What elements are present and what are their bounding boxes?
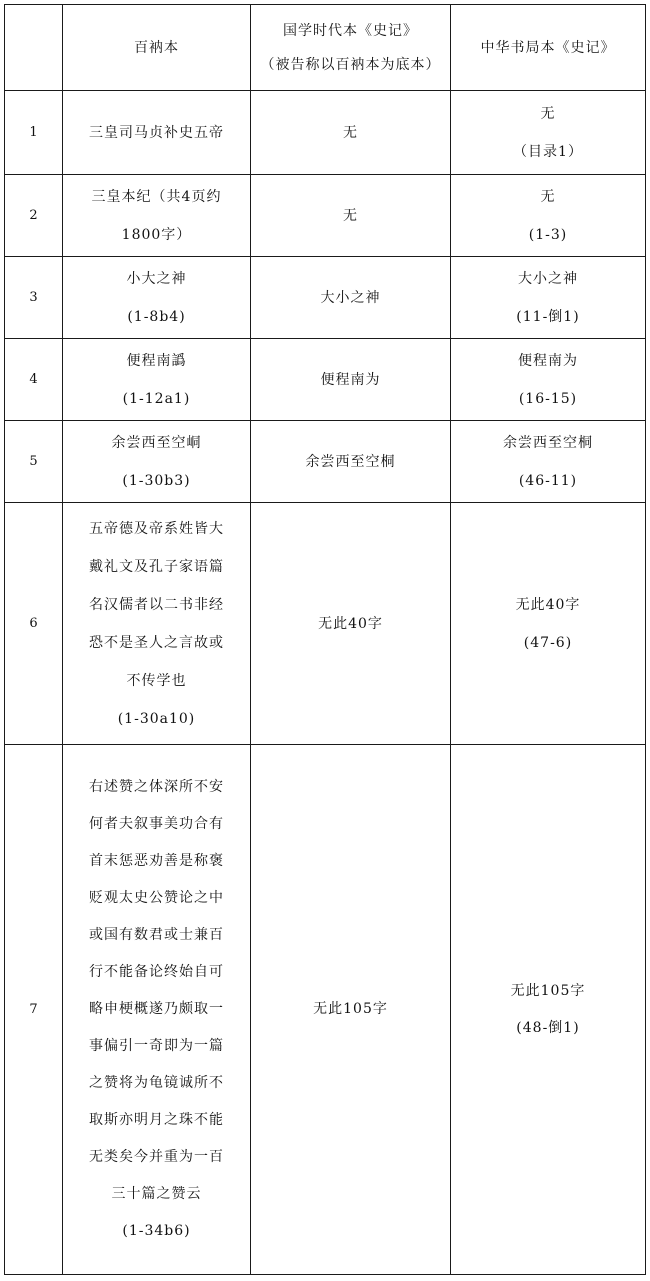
cell-bainaben-line: (1-34b6) [122,1223,191,1239]
cell-zhonghua-line: （目录1） [513,143,583,160]
cell-bainaben-line: 贬观太史公赞论之中 [89,890,224,906]
cell-zhonghua-line: (47-6) [523,634,573,651]
cell-bainaben-line: 五帝德及帝系姓皆大 [89,520,224,537]
cell-guoxue [251,91,451,175]
cell-guoxue-line: 无此40字 [318,615,383,632]
cell-bainaben-line: 小大之神 [126,270,187,287]
row-number: 3 [5,257,63,339]
cell-bainaben-line: 略申梗概遂乃颇取一 [89,1001,224,1017]
cell-zhonghua-line: (11-倒1) [516,308,580,325]
cell-zhonghua-line: 无 [540,188,556,205]
cell-zhonghua-line: 无此105字 [510,982,586,999]
cell-bainaben-line: 或国有数君或士兼百 [89,927,224,943]
cell-bainaben [63,503,251,745]
cell-bainaben-line: 取斯亦明月之珠不能 [89,1112,224,1128]
cell-guoxue [251,503,451,745]
cell-bainaben-line: 行不能备论终始自可 [89,964,224,980]
cell-bainaben-line: 便程南譌 [126,352,187,369]
cell-zhonghua [451,421,646,503]
comparison-table [4,4,646,1275]
header-guoxue-title: 国学时代本《史记》 [283,22,418,39]
cell-guoxue [251,257,451,339]
cell-guoxue-line: 无 [343,124,358,141]
header-bainaben-label: 百衲本 [134,39,179,56]
row-number: 5 [5,421,63,503]
header-num [5,5,63,91]
table-row [5,503,646,745]
cell-bainaben-line: (1-12a1) [122,390,191,407]
cell-guoxue-line: 无 [343,207,358,224]
cell-guoxue-line: 大小之神 [320,289,381,306]
cell-zhonghua-line: (48-倒1) [516,1019,580,1036]
row-number: 1 [5,91,63,175]
table-row [5,257,646,339]
cell-bainaben-line: 名汉儒者以二书非经 [89,596,224,613]
cell-guoxue-line: 余尝西至空桐 [305,453,396,470]
header-guoxue-note: （被告称以百衲本为底本） [260,56,441,73]
cell-guoxue [251,339,451,421]
cell-zhonghua-line: (16-15) [518,390,578,407]
cell-zhonghua-line: (46-11) [518,472,578,489]
cell-bainaben-line: 三皇本纪（共4页约 [91,188,222,205]
cell-bainaben-line: 之赞将为龟镜诚所不 [89,1075,224,1091]
cell-zhonghua-line: 余尝西至空桐 [503,434,593,451]
row-number: 2 [5,175,63,257]
cell-zhonghua-line: 无 [540,105,556,122]
cell-zhonghua [451,91,646,175]
cell-bainaben-line: (1-30b3) [122,472,191,489]
row-number: 4 [5,339,63,421]
cell-zhonghua-line: (1-3) [528,226,568,243]
table-row [5,175,646,257]
cell-bainaben-line: 无类矣今并重为一百 [89,1149,224,1165]
cell-zhonghua-line: 便程南为 [518,352,578,369]
cell-zhonghua-line: 大小之神 [518,270,578,287]
cell-zhonghua [451,339,646,421]
cell-guoxue-line: 便程南为 [320,371,381,388]
cell-zhonghua [451,745,646,1275]
header-bainaben [63,5,251,91]
row-number: 7 [5,745,63,1275]
table-row [5,339,646,421]
header-zhonghua [451,5,646,91]
header-row [5,5,646,91]
table-row [5,91,646,175]
cell-bainaben-line: 何者夫叙事美功合有 [89,816,224,832]
cell-guoxue [251,745,451,1275]
header-zhonghua-label: 中华书局本《史记》 [480,39,616,56]
cell-bainaben-line: 余尝西至空峒 [111,434,202,451]
cell-bainaben-line: 右述赞之体深所不安 [89,779,224,795]
cell-bainaben-line: 首末惩恶劝善是称褒 [89,853,224,869]
cell-bainaben-line: 1800字） [121,226,192,243]
cell-zhonghua [451,503,646,745]
cell-bainaben [63,91,251,175]
cell-bainaben [63,339,251,421]
cell-bainaben-line: 事偏引一奇即为一篇 [89,1038,224,1054]
cell-guoxue-line: 无此105字 [313,1001,388,1017]
cell-zhonghua [451,175,646,257]
cell-bainaben [63,421,251,503]
cell-guoxue [251,421,451,503]
cell-bainaben-line: 三十篇之赞云 [111,1186,202,1202]
row-number: 6 [5,503,63,745]
cell-bainaben [63,175,251,257]
comparison-document [4,4,645,1274]
cell-bainaben-line: 恐不是圣人之言故或 [89,634,224,651]
header-guoxue [251,5,451,91]
cell-bainaben-line: 不传学也 [126,672,187,689]
cell-bainaben-line: (1-30a10) [117,710,196,727]
cell-bainaben [63,257,251,339]
cell-zhonghua-line: 无此40字 [515,596,581,613]
cell-guoxue [251,175,451,257]
cell-bainaben-line: (1-8b4) [127,308,186,325]
cell-bainaben-line: 戴礼文及孔子家语篇 [89,558,224,575]
cell-bainaben-line: 三皇司马贞补史五帝 [89,124,224,141]
cell-zhonghua [451,257,646,339]
table-row [5,421,646,503]
table-row [5,745,646,1275]
cell-bainaben [63,745,251,1275]
